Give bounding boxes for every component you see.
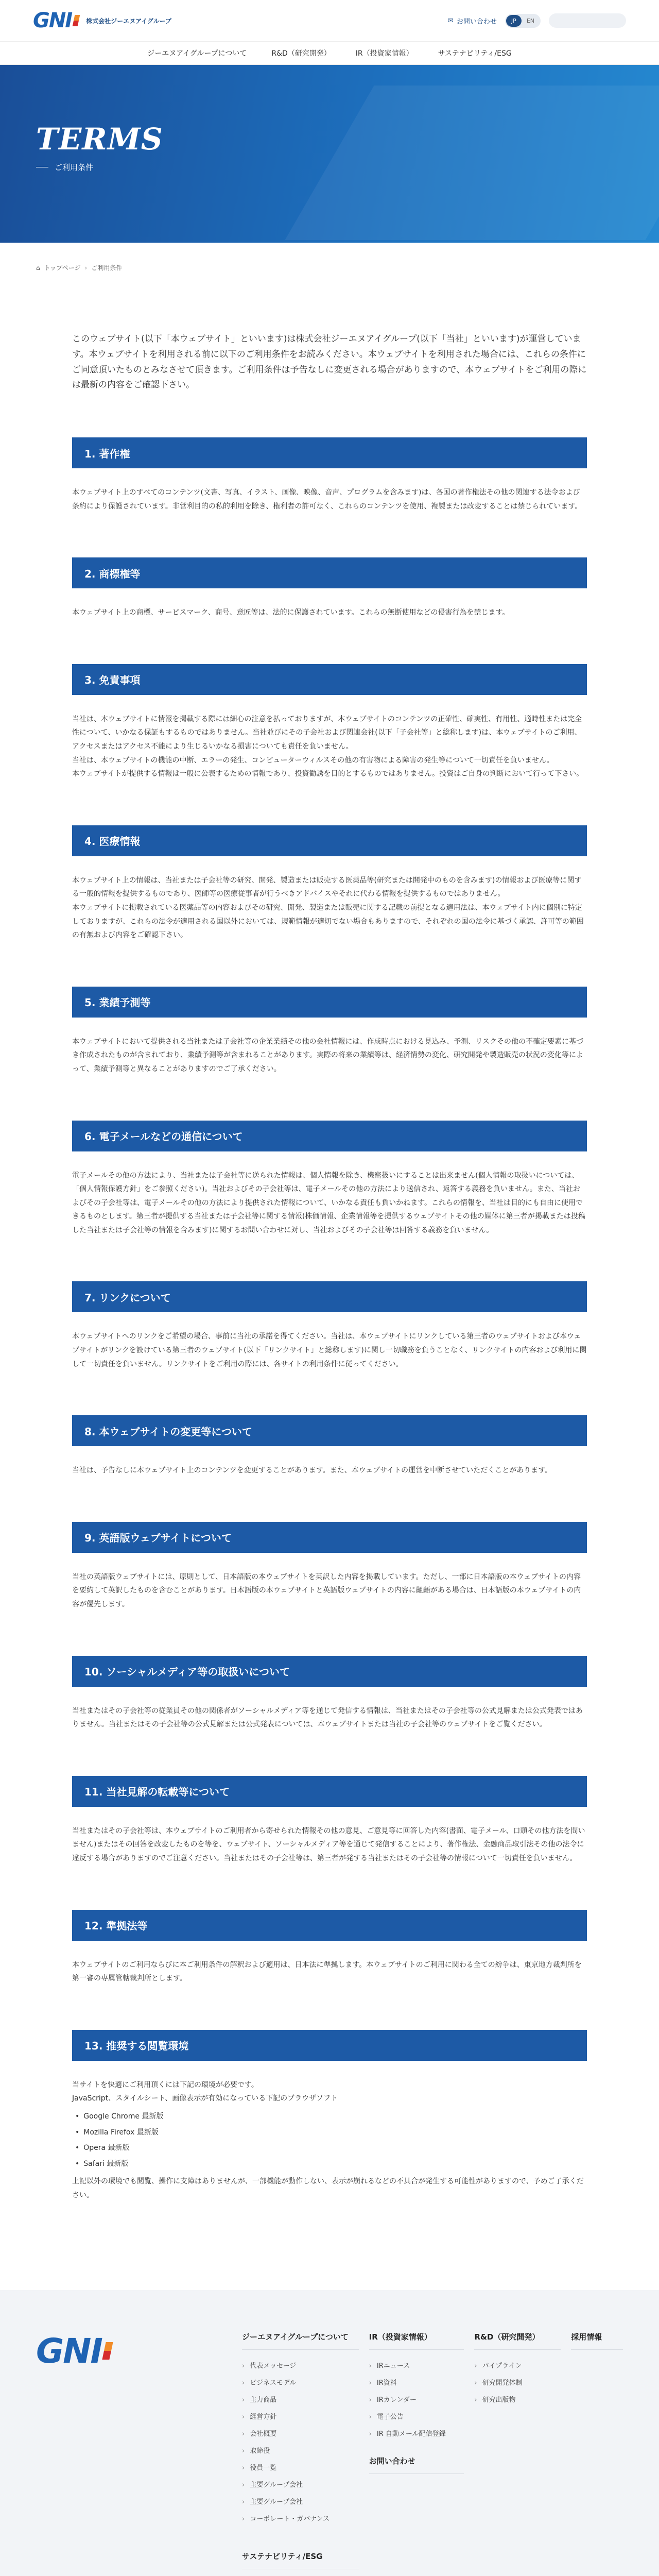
- brand-name: 株式会社ジーエヌアイグループ: [86, 17, 171, 25]
- section-body: [72, 2078, 587, 2202]
- list-item: • Google Chrome 最新版: [75, 2110, 587, 2124]
- footer-link[interactable]: › 主要グループ会社: [242, 2479, 359, 2489]
- footer-logo-mark-icon: [102, 2342, 113, 2360]
- breadcrumb-home[interactable]: トップページ: [44, 264, 81, 272]
- section-paragraph: 当社の英語版ウェブサイトには、原則として、日本語版の本ウェブサイトを英訳した内容を掲載しています。ただし、一部に日本語版の本ウェブサイトの内容を要約して英訳したものを含むことがあります。日本語版の本ウェブサイトと英語版ウェブサイトの内容に齟齬がある場合は、日本語版の本ウェブサイトの内容が優先します。: [72, 1572, 581, 1609]
- footer-col-title[interactable]: 採用情報: [571, 2331, 623, 2350]
- section-body: [72, 874, 587, 942]
- section-paragraph: 当社は、予告なしに本ウェブサイト上のコンテンツを変更することがあります。また、本ウェブサイトの運営を中断させていただくことがあります。: [72, 1466, 552, 1475]
- footer-col-rd: [474, 2331, 561, 2530]
- section-paragraph: 本ウェブサイトのご利用ならびに本ご利用条件の解釈および適用は、日本法に準拠します。本ウェブサイトのご利用に関わる全ての紛争は、東京地方裁判所を第一審の専属管轄裁判所とします。: [72, 1960, 582, 1983]
- footer-col-title[interactable]: お問い合わせ: [369, 2455, 464, 2474]
- footer-col-title[interactable]: サステナビリティ/ESG: [242, 2551, 359, 2569]
- intro-text: このウェブサイト(以下「本ウェブサイト」といいます)は株式会社ジーエヌアイグループ(以下「当社」といいます)が運営しています。本ウェブサイトを利用される前に以下のご利用条件をお読みください。本ウェブサイトを利用された場合には、これらの条件にご同意頂いたものとみなさせて頂きます。ご利用条件は予告なしに変更される場合がありますので、本ウェブサイトをご利用の際には最新の内容をご確認下さい。: [72, 334, 587, 391]
- footer-link[interactable]: › IR 自動メール配信登録: [369, 2428, 464, 2438]
- footer-logo[interactable]: [36, 2331, 242, 2530]
- terms-section: [72, 1281, 587, 1371]
- footer-columns-row2: [242, 2551, 623, 2576]
- top-bar: [0, 0, 659, 41]
- footer-link[interactable]: › ビジネスモデル: [242, 2377, 359, 2387]
- terms-section: [72, 557, 587, 620]
- section-paragraph: JavaScript、スタイルシート、画像表示が有効になっている下記のブラウザソフト: [72, 2094, 338, 2103]
- section-heading: 8. 本ウェブサイトの変更等について: [72, 1415, 587, 1446]
- terms-section: [72, 1776, 587, 1866]
- site-header: [0, 0, 659, 65]
- breadcrumb: [36, 263, 623, 272]
- nav-item[interactable]: ジーエヌアイグループについて: [147, 49, 247, 58]
- mail-icon: ✉: [448, 16, 454, 25]
- section-heading: 9. 英語版ウェブサイトについて: [72, 1522, 587, 1553]
- section-heading: 6. 電子メールなどの通信について: [72, 1121, 587, 1151]
- terms-section: [72, 1910, 587, 1986]
- page-title: TERMS: [36, 122, 163, 157]
- section-paragraph: 本ウェブサイトにおいて提供される当社または子会社等の企業業績その他の会社情報には、作成時点における見込み、予測、リスクその他の不確定要素に基づき作成されたものが含まれており、業績予測等が含まれることがあります。実際の将来の業績等は、経済情勢の変化、研究開発や製造販売の状況の変化等によって、業績予測等と異なることがありますのでご了承ください。: [72, 1037, 584, 1073]
- contact-link[interactable]: [448, 16, 497, 26]
- footer-link[interactable]: › 取締役: [242, 2445, 359, 2455]
- footer-link[interactable]: › 代表メッセージ: [242, 2360, 359, 2370]
- header-utilities: [448, 13, 626, 28]
- section-heading: 10. ソーシャルメディア等の取扱いについて: [72, 1656, 587, 1687]
- section-heading: 4. 医療情報: [72, 825, 587, 856]
- section-body: [72, 1464, 587, 1478]
- section-paragraph: 本ウェブサイト上のすべてのコンテンツ(文書、写真、イラスト、画像、映像、音声、プログラムを含みます)は、各国の著作権法その他の関連する法令および条約により保護されています。非営利目的の私的利用を除き、権利者の許可なく、これらのコンテンツを使用、複製または改変することは禁じられています。: [72, 488, 582, 511]
- footer-link[interactable]: › パイプライン: [474, 2360, 561, 2370]
- section-heading: 12. 準拠法等: [72, 1910, 587, 1941]
- terms-section: [72, 1656, 587, 1732]
- footer-logo-mark: [36, 2331, 242, 2371]
- footer-logo-text: GNI: [36, 2331, 102, 2371]
- list-item: • Mozilla Firefox 最新版: [75, 2126, 587, 2140]
- contact-label: お問い合わせ: [456, 18, 497, 26]
- page-subtitle: ご利用条件: [36, 162, 623, 173]
- section-paragraph: 当社またはその子会社等は、本ウェブサイトのご利用者から寄せられた情報その他の意見、ご意見等に回答した内容(書面、電子メール、口頭その他方法を問いません)またはその回答を改変したものを等を、ウェブサイト、ソーシャルメディア等を通じて発信することにより、著作権法、金融商品取引法その他の法令に違反する場合がありますのでご注意ください。当社またはその子会社等は、第三者が発する当社またはその子会社等の情報について一切責任を負いません。: [72, 1826, 585, 1862]
- terms-section: [72, 2030, 587, 2202]
- footer-link[interactable]: › 研究開発体制: [474, 2377, 561, 2387]
- section-body: [72, 486, 587, 513]
- section-heading: 7. リンクについて: [72, 1281, 587, 1312]
- footer-link[interactable]: › 役員一覧: [242, 2462, 359, 2472]
- section-paragraph: 当社またはその子会社等の従業員その他の関係者がソーシャルメディア等を通じて発信する情報は、当社またはその子会社等の公式見解または公式発表ではありません。当社またはその子会社等の公式見解または公式発表については、本ウェブサイトまたは当社の子会社等のウェブサイトをご覧ください。: [72, 1706, 583, 1729]
- footer-col-title[interactable]: ジーエヌアイグループについて: [242, 2331, 359, 2350]
- site-footer: [0, 2290, 659, 2576]
- footer-col-about: [242, 2331, 359, 2530]
- section-heading: 2. 商標権等: [72, 557, 587, 588]
- section-body: [72, 1330, 587, 1371]
- footer-col-title[interactable]: R&D（研究開発）: [474, 2331, 561, 2350]
- section-heading: 5. 業績予測等: [72, 987, 587, 1018]
- footer-link[interactable]: › 経営方針: [242, 2411, 359, 2421]
- section-heading: 11. 当社見解の転載等について: [72, 1776, 587, 1807]
- section-body: [72, 1824, 587, 1866]
- brand[interactable]: [33, 9, 171, 32]
- footer-col-sustainability: [242, 2551, 359, 2576]
- footer-link[interactable]: › IRニュース: [369, 2360, 464, 2370]
- home-icon: ⌂: [36, 264, 40, 272]
- list-item: • Safari 最新版: [75, 2157, 587, 2171]
- section-paragraph: 本ウェブサイトが提供する情報は一般に公表するための情報であり、投資勧誘を目的とするものではありません。投資はご自身の判断において行って下さい。: [72, 770, 584, 778]
- footer-link[interactable]: › 研究出版物: [474, 2394, 561, 2404]
- section-paragraph: 上記以外の環境でも閲覧、操作に支障はありませんが、一部機能が動作しない、表示が崩れるなどの不具合が発生する可能性がありますので、予めご了承ください。: [72, 2177, 584, 2199]
- section-body: [72, 1958, 587, 1986]
- lang-jp-button[interactable]: JP: [506, 15, 522, 27]
- nav-item[interactable]: R&D（研究開発）: [271, 49, 331, 58]
- section-body: [72, 1035, 587, 1076]
- footer-columns: [242, 2331, 623, 2530]
- section-body: [72, 713, 587, 781]
- footer-col-title[interactable]: IR（投資家情報）: [369, 2331, 464, 2350]
- breadcrumb-current: ご利用条件: [91, 264, 123, 272]
- terms-section: [72, 437, 587, 513]
- terms-section: [72, 987, 587, 1076]
- section-paragraph: 本ウェブサイト上の情報は、当社または子会社等の研究、開発、製造または販売する医薬品等(研究または開発中のものを含みます)の情報および医療等に関する一般的情報を提供するものであり、医師等の医療従事者が行うべきアドバイスやそれに代わる情報を提供するものではありません。: [72, 876, 582, 899]
- footer-link[interactable]: › 主力商品: [242, 2394, 359, 2404]
- browser-list: [72, 2110, 587, 2171]
- section-heading: 13. 推奨する閲覧環境: [72, 2030, 587, 2061]
- section-paragraph: 当サイトを快適にご利用頂くには下記の環境が必要です。: [72, 2080, 258, 2089]
- terms-section: [72, 1121, 587, 1238]
- footer-link[interactable]: › IR資料: [369, 2377, 464, 2387]
- footer-link[interactable]: › 主要グループ会社: [242, 2496, 359, 2506]
- footer-col-careers: [571, 2331, 623, 2530]
- hero-banner: [0, 65, 659, 243]
- section-paragraph: 本ウェブサイト上の商標、サービスマーク、商号、意匠等は、法的に保護されています。これらの無断使用などの侵害行為を禁じます。: [72, 608, 510, 617]
- section-paragraph: 本ウェブサイトへのリンクをご希望の場合、事前に当社の承諾を得てください。当社は、本ウェブサイトにリンクしている第三者のウェブサイトおよび本ウェブサイトがリンクを設けている第三者のウェブサイト(以下「リンクサイト」と総称します)に関し一切職務を負うことなく、リンクサイトの内容および利用に関して一切責任を負いません。リンクサイトをご利用の際には、各サイトの利用条件に従ってください。: [72, 1332, 587, 1368]
- section-body: [72, 1704, 587, 1732]
- terms-section: [72, 1415, 587, 1478]
- section-paragraph: 電子メールその他の方法により、当社または子会社等に送られた情報は、個人情報を除き、機密扱いにすることは出来ません(個人情報の取扱いについては、「個人情報保護方針」をご参照ください)。当社およびその子会社等は、電子メールその他の方法により送信され、返答する義務を負いません。また、当社およびその子会社等は、電子メールその他の方法により提供された情報について、いかなる責任も負いかねます。これらの情報を、当社は目的にも自由に使用できるものとします。第三者が提供する当社または子会社等に関する情報(株価情報、企業情報等を提供するウェブサイトその他の媒体に第三者が掲載または投稿した当社または子会社等の情報を含みます)に関するお問い合わせに対し、当社およびその子会社等は回答する義務を負いません。: [72, 1171, 585, 1234]
- section-paragraph: 当社は、本ウェブサイトに情報を掲載する際には細心の注意を払っておりますが、本ウェブサイトのコンテンツの正確性、確実性、有用性、適時性または完全性について、いかなる保証もするものではありません。当社並びにその子会社および関連会社(以下「子会社等」と総称します)は、本ウェブサイトのご利用、アクセスまたはアクセス不能により生じるいかなる損害についても責任を負いません。: [72, 715, 582, 751]
- lang-en-button[interactable]: EN: [526, 17, 534, 24]
- search-input[interactable]: [549, 13, 626, 28]
- logo-text: GNI: [33, 9, 72, 32]
- footer-link[interactable]: › 会社概要: [242, 2428, 359, 2438]
- nav-item[interactable]: IR（投資家情報）: [355, 49, 413, 58]
- main-nav: [0, 41, 659, 65]
- company-logo[interactable]: [33, 9, 79, 32]
- logo-mark-icon: [73, 15, 80, 26]
- footer-col-ir: [369, 2331, 464, 2530]
- section-heading: 3. 免責事項: [72, 664, 587, 695]
- terms-section: [72, 825, 587, 942]
- terms-content: [72, 272, 587, 2202]
- list-item: • Opera 最新版: [75, 2141, 587, 2155]
- section-body: [72, 606, 587, 620]
- language-switch[interactable]: [505, 14, 541, 28]
- footer-link[interactable]: › IRカレンダー: [369, 2394, 464, 2404]
- section-heading: 1. 著作権: [72, 437, 587, 468]
- terms-section: [72, 1522, 587, 1612]
- footer-link[interactable]: › 電子公告: [369, 2411, 464, 2421]
- breadcrumb-separator-icon: ›: [84, 264, 88, 272]
- section-paragraph: 本ウェブサイトに掲載されている医薬品等の内容およびその研究、開発、製造または販売に関する記載の前提となる適用法は、本ウェブサイト内に個別に特定しておりますが、これらの法令が適用される国以外においては、規範情報が適切でない場合もありますので、それぞれの国の法令に基づく承認、許可等の範囲の有無および内容をご確認下さい。: [72, 903, 584, 940]
- footer-link[interactable]: › コーポレート・ガバナンス: [242, 2513, 359, 2523]
- terms-sections: [72, 437, 587, 2202]
- nav-item[interactable]: サステナビリティ/ESG: [438, 49, 512, 58]
- section-body: [72, 1169, 587, 1238]
- section-paragraph: 当社は、本ウェブサイトの機能の中断、エラーの発生、コンピューターウィルスその他の有害物による障害の発生等について一切責任を負いません。: [72, 756, 554, 765]
- section-body: [72, 1570, 587, 1612]
- terms-section: [72, 664, 587, 781]
